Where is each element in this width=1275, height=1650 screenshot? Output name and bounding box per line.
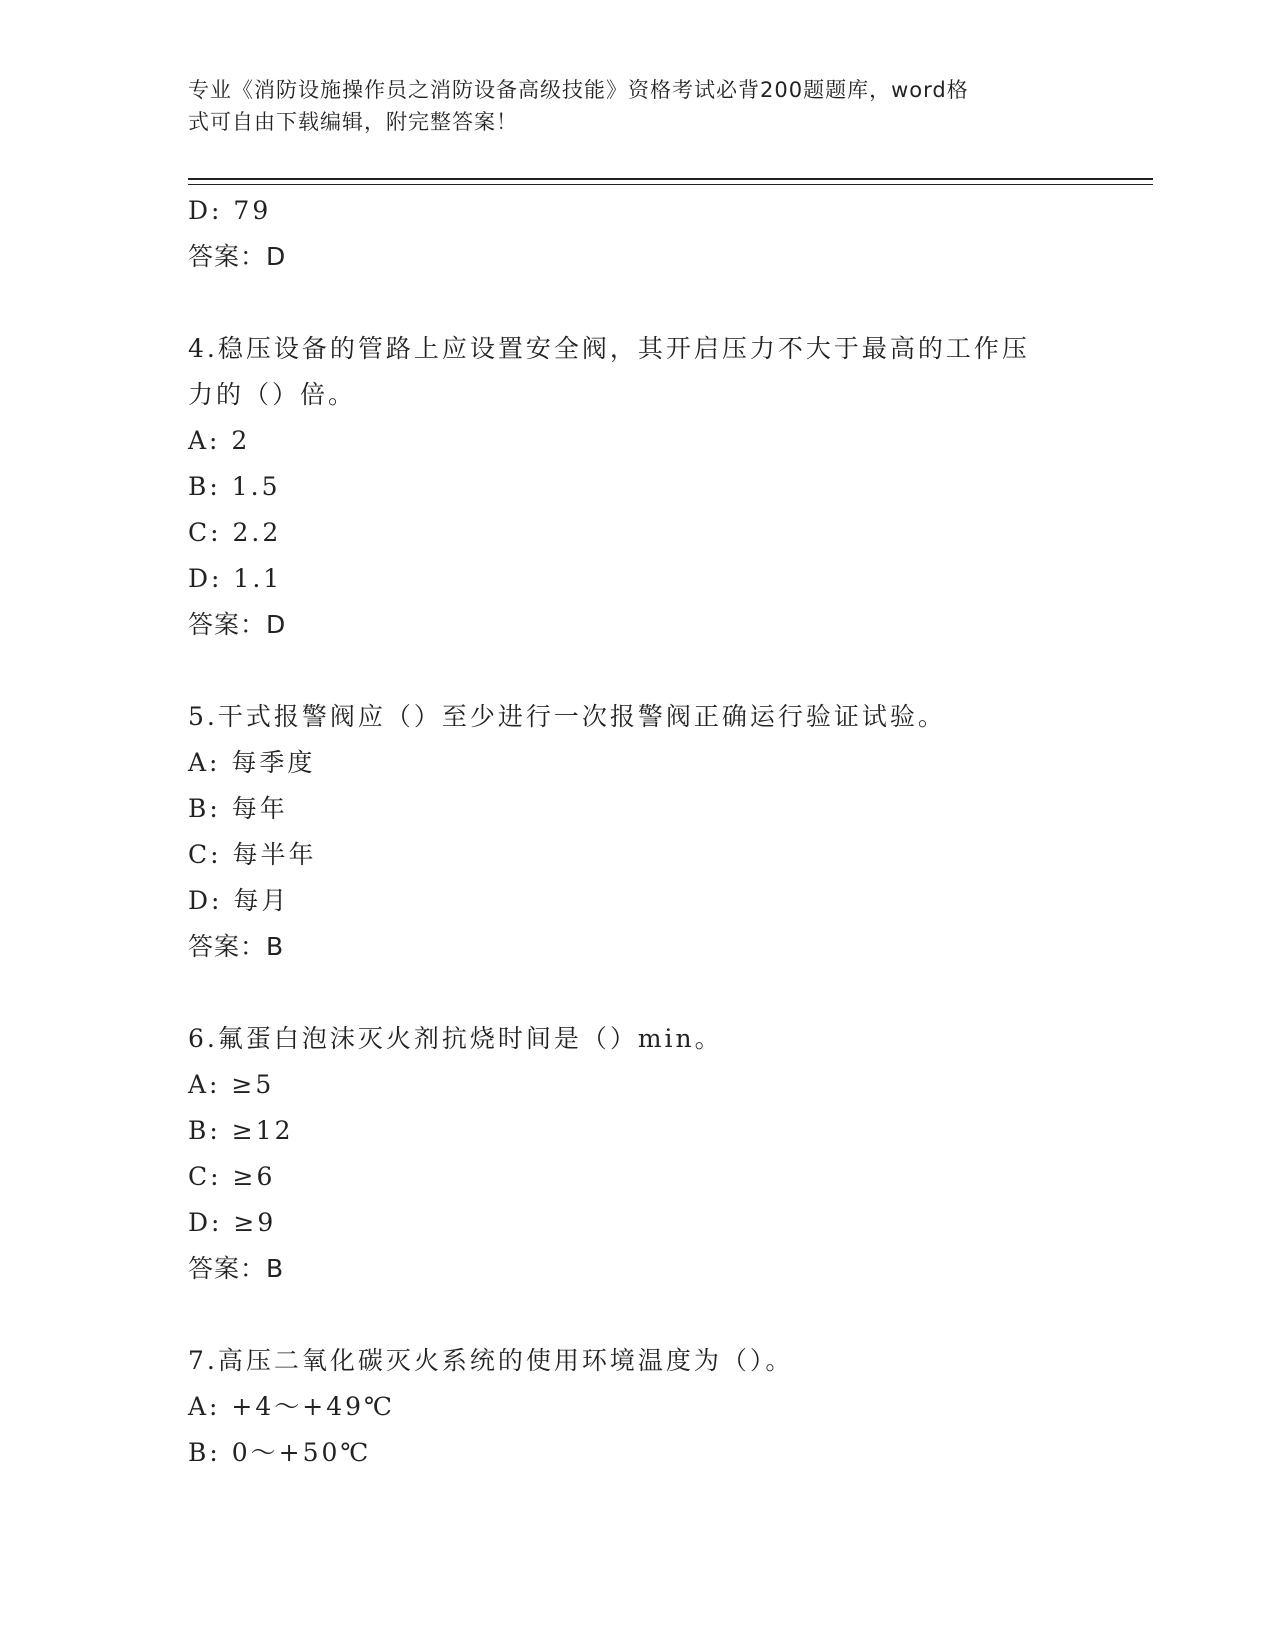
option-b: B: 每年: [188, 794, 288, 823]
answer-line: 答案：B: [188, 1254, 285, 1283]
option-c: C: 每半年: [188, 840, 317, 869]
option-a: A: 每季度: [188, 748, 316, 777]
option-d: D: ≥9: [188, 1208, 277, 1237]
spacer: [188, 1292, 1088, 1338]
option-b: B: 1.5: [188, 472, 281, 501]
question-block: [188, 694, 1088, 970]
option-a: A: +4～+49℃: [188, 1392, 396, 1421]
option-d: D: 每月: [188, 886, 290, 915]
answer-line: 答案：B: [188, 932, 285, 961]
option-a: A: 2: [188, 426, 251, 455]
header-rule-thin: [188, 184, 1153, 185]
option-c: C: 2.2: [188, 518, 282, 547]
option-d: D: 79: [188, 196, 272, 225]
question-block: [188, 188, 1088, 280]
header-line-2: 式可自由下载编辑，附完整答案！: [188, 110, 518, 134]
question-stem-line: 4.稳压设备的管路上应设置安全阀，其开启压力不大于最高的工作压: [188, 334, 1030, 363]
option-b: B: 0～+50℃: [188, 1438, 372, 1467]
question-block: [188, 326, 1088, 648]
document-header: [188, 74, 1068, 138]
option-c: C: ≥6: [188, 1162, 276, 1191]
question-block: [188, 1338, 1088, 1476]
question-stem-line: 6.氟蛋白泡沫灭火剂抗烧时间是（）min。: [188, 1024, 723, 1053]
answer-line: 答案：D: [188, 242, 287, 271]
answer-line: 答案：D: [188, 610, 287, 639]
header-line-1: 专业《消防设施操作员之消防设备高级技能》资格考试必背200题题库，word格: [188, 78, 969, 102]
question-block: [188, 1016, 1088, 1292]
question-stem-line: 7.高压二氧化碳灭火系统的使用环境温度为（）。: [188, 1346, 794, 1375]
spacer: [188, 648, 1088, 694]
question-stem-line: 力的（）倍。: [188, 380, 357, 409]
option-b: B: ≥12: [188, 1116, 294, 1145]
spacer: [188, 280, 1088, 326]
option-a: A: ≥5: [188, 1070, 275, 1099]
question-list: [188, 188, 1088, 1476]
question-stem-line: 5.干式报警阀应（）至少进行一次报警阀正确运行验证试验。: [188, 702, 946, 731]
header-rule-thick: [188, 178, 1153, 180]
option-d: D: 1.1: [188, 564, 283, 593]
spacer: [188, 970, 1088, 1016]
